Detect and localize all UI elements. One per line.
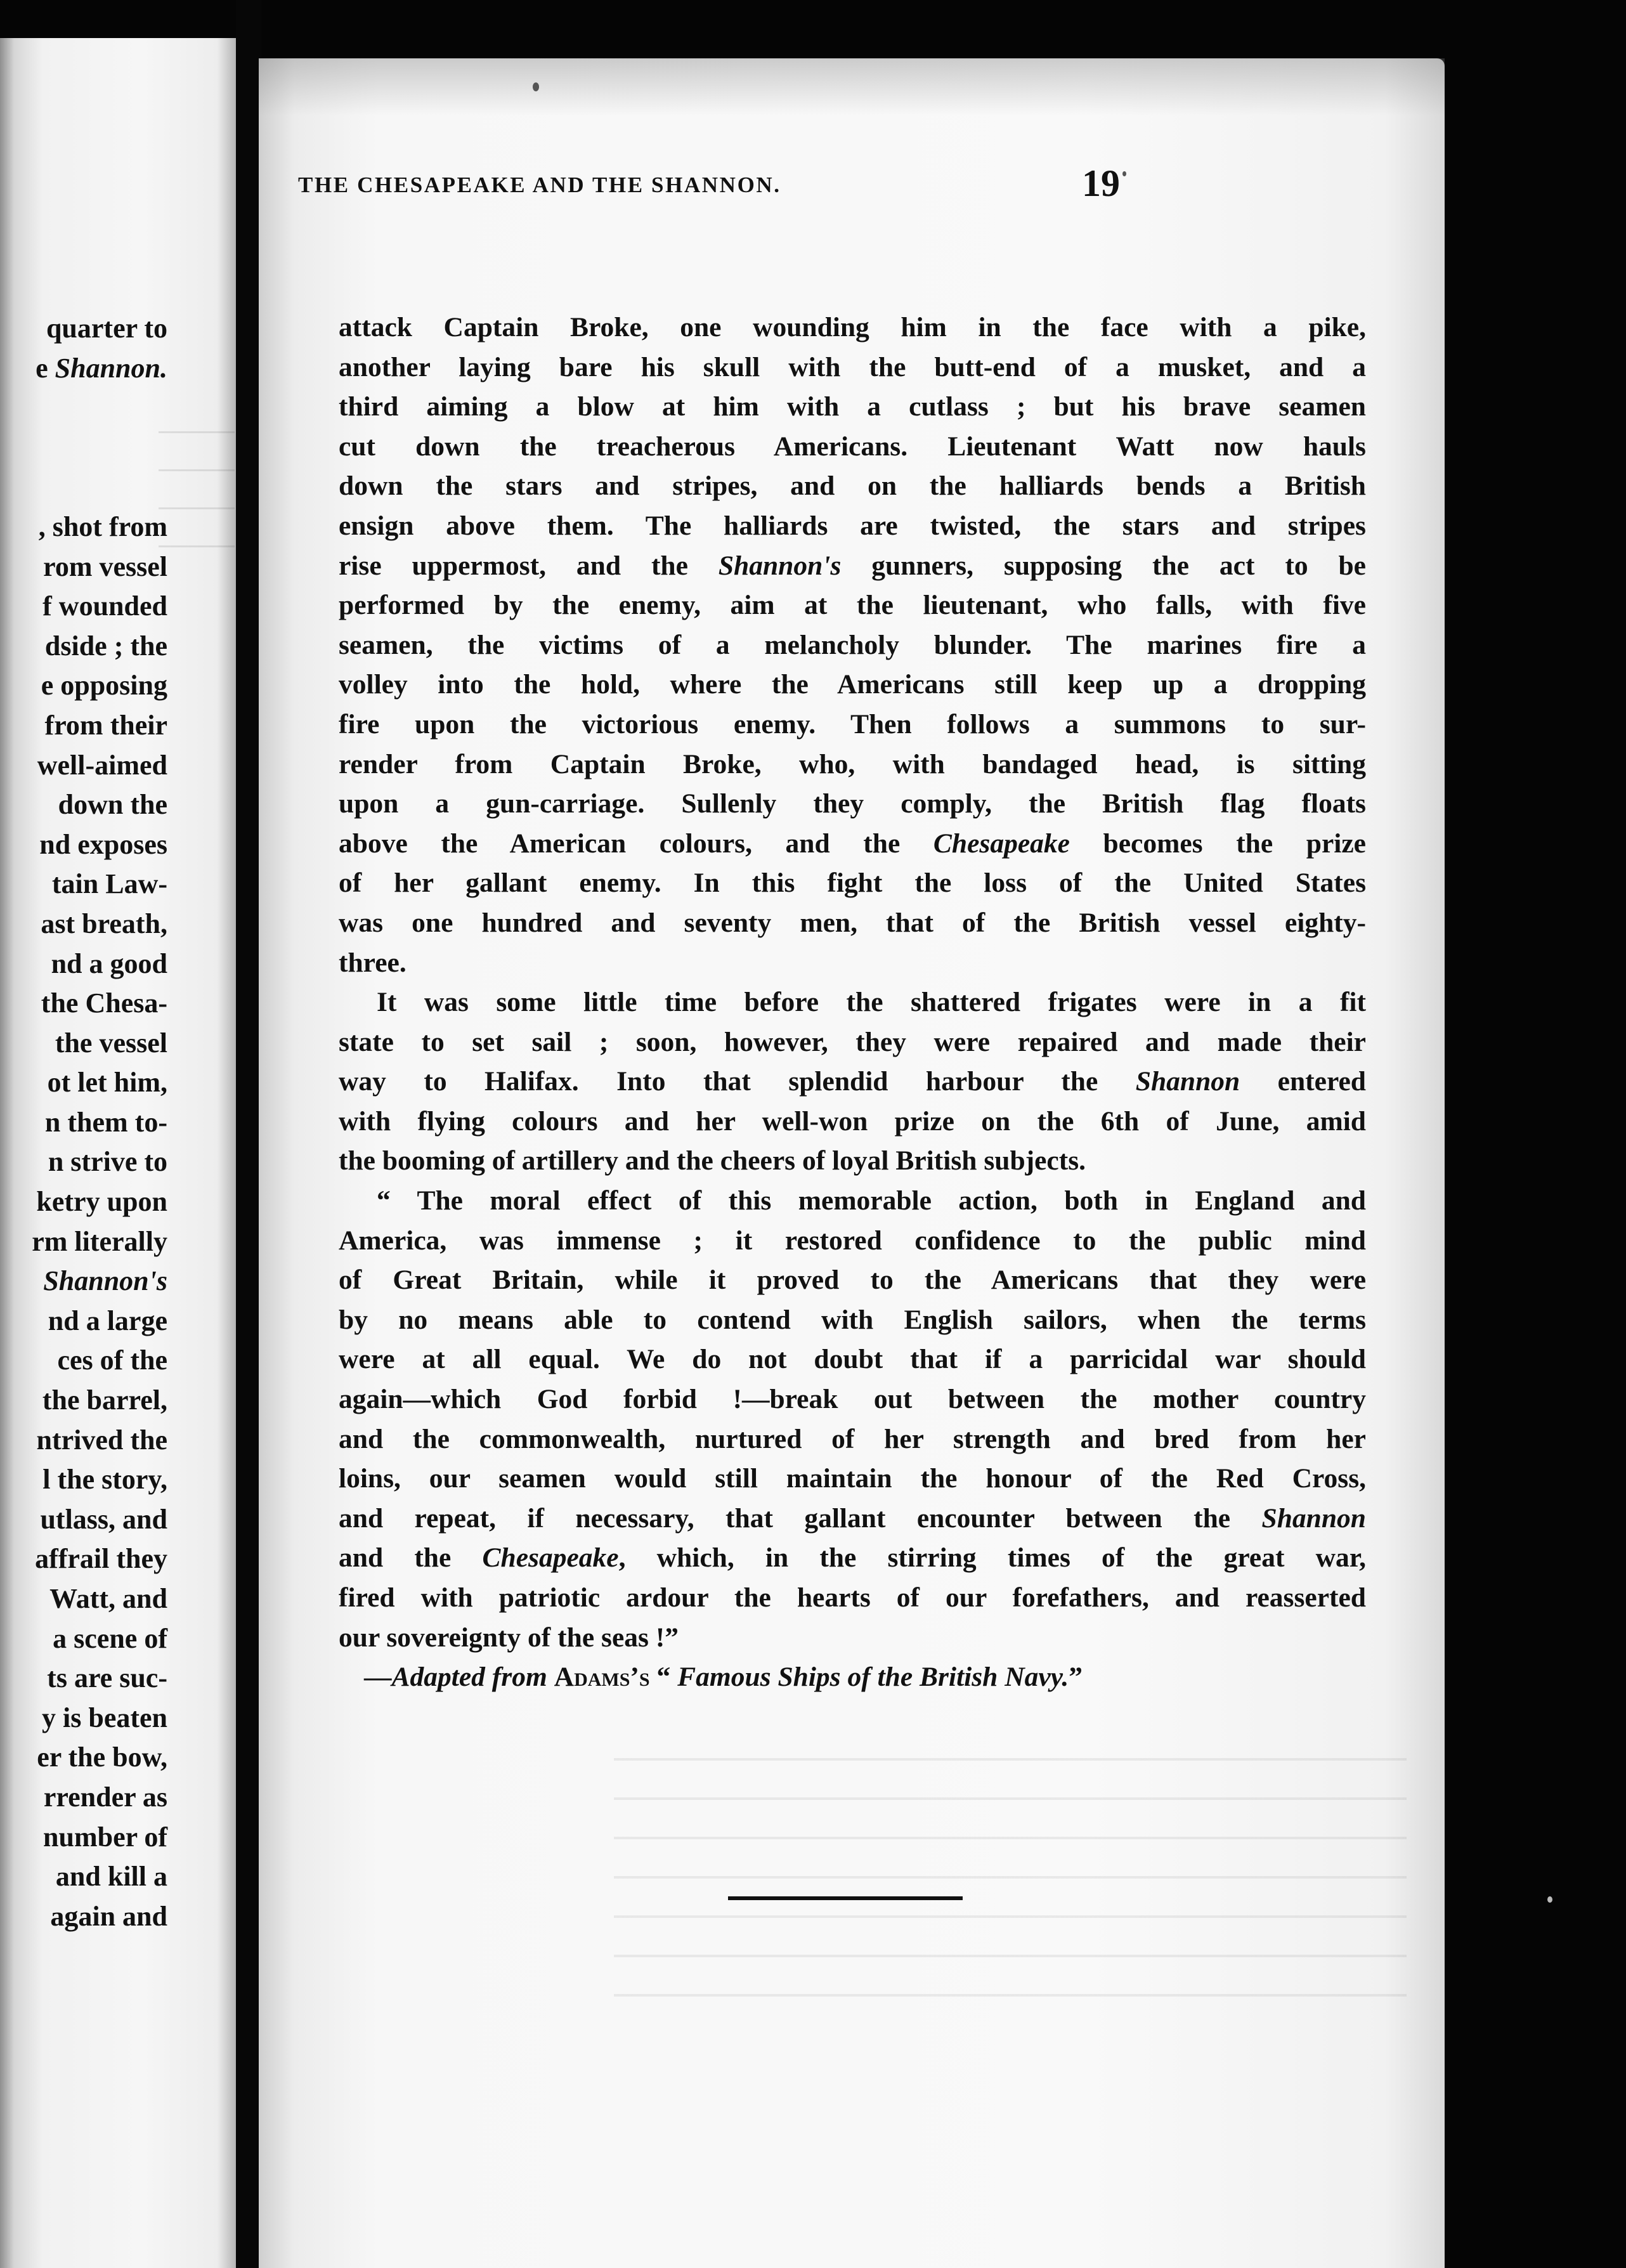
body-line: volley into the hold, where the Americans still keep up a dropping [339, 669, 1366, 700]
body-line: render from Captain Broke, who, with bandaged head, is sitting [339, 748, 1366, 779]
left-page-line: the Chesa- [41, 987, 167, 1019]
left-page-line: a scene of [53, 1622, 167, 1654]
body-line: by no means able to contend with English sailors, when the terms [339, 1304, 1366, 1335]
body-line: and the Chesapeake, which, in the stirring times of the great war, [339, 1542, 1366, 1574]
body-line: of Great Britain, while it proved to the Americans that they were [339, 1265, 1366, 1296]
body-line: cut down the treacherous Americans. Lieutenant Watt now hauls [339, 431, 1366, 462]
left-page-line [0, 467, 167, 507]
body-line: upon a gun-carriage. Sullenly they comply, the British flag floats [339, 788, 1366, 819]
show-through-text [614, 1758, 1407, 2031]
body-line: performed by the enemy, aim at the lieutenant, who falls, with five [339, 590, 1366, 621]
body-text [339, 308, 1366, 1697]
body-line: America, was immense ; it restored confidence to the public mind [339, 1225, 1366, 1256]
body-line: fire upon the victorious enemy. Then follows a summons to sur- [339, 708, 1366, 740]
body-line: again—which God forbid !—break out between the mother country [339, 1384, 1366, 1415]
dust-speck [1547, 1896, 1552, 1903]
left-page-line: ntrived the [36, 1424, 167, 1456]
left-page-line: from their [44, 709, 167, 741]
left-page-line: e Shannon. [36, 352, 167, 384]
ship-name-italic: Chesapeake [933, 828, 1070, 859]
body-line: and repeat, if necessary, that gallant encounter between the Shannon [339, 1502, 1366, 1534]
body-line: loins, our seamen would still maintain the honour of the Red Cross, [339, 1463, 1366, 1494]
left-page-line: nd exposes [39, 828, 167, 860]
left-page-line: ts are suc- [47, 1662, 167, 1694]
left-page-line: ot let him, [47, 1067, 167, 1098]
left-page-line: l the story, [42, 1464, 167, 1496]
ship-name-italic: Shannon [1135, 1066, 1240, 1097]
body-line: and the commonwealth, nurtured of her strength and bred from her [339, 1423, 1366, 1454]
body-line: rise uppermost, and the Shannon's gunners, supposing the act to be [339, 550, 1366, 581]
body-line: were at all equal. We do not doubt that if a parricidal war should [339, 1344, 1366, 1375]
body-line: third aiming a blow at him with a cutlass ; but his brave seamen [339, 391, 1366, 422]
ship-name-italic: Shannon [1261, 1502, 1366, 1534]
left-page-line: n them to- [44, 1106, 167, 1138]
left-page-line: Watt, and [49, 1583, 167, 1614]
left-page-line: number of [43, 1821, 167, 1853]
page-number: 19 [1082, 162, 1120, 204]
left-page-line: nd a large [48, 1305, 167, 1336]
left-page-line: again and [50, 1900, 167, 1932]
left-page-line: y is beaten [42, 1702, 167, 1733]
left-page-fragment [0, 38, 236, 2268]
body-line: “ The moral effect of this memorable action, both in England and [377, 1185, 1366, 1216]
left-page-line: dside ; the [44, 630, 167, 662]
attribution: —Adapted from Adams’s “ Famous Ships of the British Navy.” [364, 1662, 1083, 1693]
left-page-line: tain Law- [51, 868, 167, 900]
ship-name-italic: Chesapeake [482, 1542, 619, 1574]
body-line: ensign above them. The halliards are twisted, the stars and stripes [339, 510, 1366, 541]
left-page-line: Shannon's [43, 1265, 167, 1297]
left-page-line: well-aimed [37, 749, 167, 781]
left-page-line: rom vessel [43, 551, 167, 582]
left-page-line: rm literally [32, 1225, 167, 1257]
body-line: our sovereignty of the seas !” [339, 1622, 679, 1653]
left-page-line: ketry upon [36, 1186, 167, 1218]
end-rule [728, 1896, 963, 1900]
left-page-line: ast breath, [41, 908, 167, 939]
left-page-line: utlass, and [40, 1503, 167, 1535]
body-line: three. [339, 947, 406, 978]
left-page-line: ces of the [57, 1345, 167, 1376]
left-page-line: f wounded [42, 590, 167, 622]
body-line: It was some little time before the shattered frigates were in a fit [377, 987, 1366, 1018]
right-page [259, 58, 1445, 2268]
body-line: down the stars and stripes, and on the halliards bends a British [339, 471, 1366, 502]
left-page-show-through [159, 431, 235, 583]
left-page-text [0, 309, 167, 1936]
left-page-line: the vessel [55, 1027, 167, 1059]
dust-speck [1122, 171, 1126, 176]
left-page-line: er the bow, [37, 1742, 167, 1773]
work-title: Famous Ships of the British Navy. [677, 1662, 1069, 1693]
dust-speck [533, 82, 539, 91]
left-page-line: affrail they [35, 1543, 167, 1575]
body-line: attack Captain Broke, one wounding him in the face with a pike, [339, 312, 1366, 342]
left-page-line [0, 428, 167, 468]
left-page-line: down the [58, 789, 167, 821]
left-page-line: the barrel, [42, 1385, 167, 1416]
left-page-line: n strive to [48, 1146, 167, 1178]
author-name: Adams’s [554, 1662, 650, 1693]
body-line: way to Halifax. Into that splendid harbour the Shannon entered [339, 1066, 1366, 1097]
left-page-line: , shot from [38, 511, 167, 542]
book-gutter [236, 0, 261, 2268]
left-page-line: e opposing [41, 670, 167, 701]
body-line: with flying colours and her well-won prize on the 6th of June, amid [339, 1105, 1366, 1137]
body-line: state to set sail ; soon, however, they were repaired and made their [339, 1026, 1366, 1057]
body-line: another laying bare his skull with the butt-end of a musket, and a [339, 351, 1366, 382]
body-line: fired with patriotic ardour the hearts of our forefathers, and reasserted [339, 1582, 1366, 1613]
body-line: above the American colours, and the Chesapeake becomes the prize [339, 828, 1366, 859]
body-line: was one hundred and seventy men, that of the British vessel eighty- [339, 907, 1366, 938]
running-title: THE CHESAPEAKE AND THE SHANNON. [298, 173, 781, 197]
left-page-line: nd a good [51, 948, 167, 979]
body-line: the booming of artillery and the cheers of loyal British subjects. [339, 1145, 1086, 1176]
body-line: seamen, the victims of a melancholy blunder. The marines fire a [339, 629, 1366, 660]
body-line: of her gallant enemy. In this fight the loss of the United States [339, 868, 1366, 899]
left-page-line: rrender as [43, 1781, 167, 1813]
left-page-line: quarter to [46, 313, 167, 344]
left-page-line: and kill a [55, 1861, 167, 1893]
ship-name-italic: Shannon's [718, 550, 842, 581]
left-page-line [0, 388, 167, 428]
